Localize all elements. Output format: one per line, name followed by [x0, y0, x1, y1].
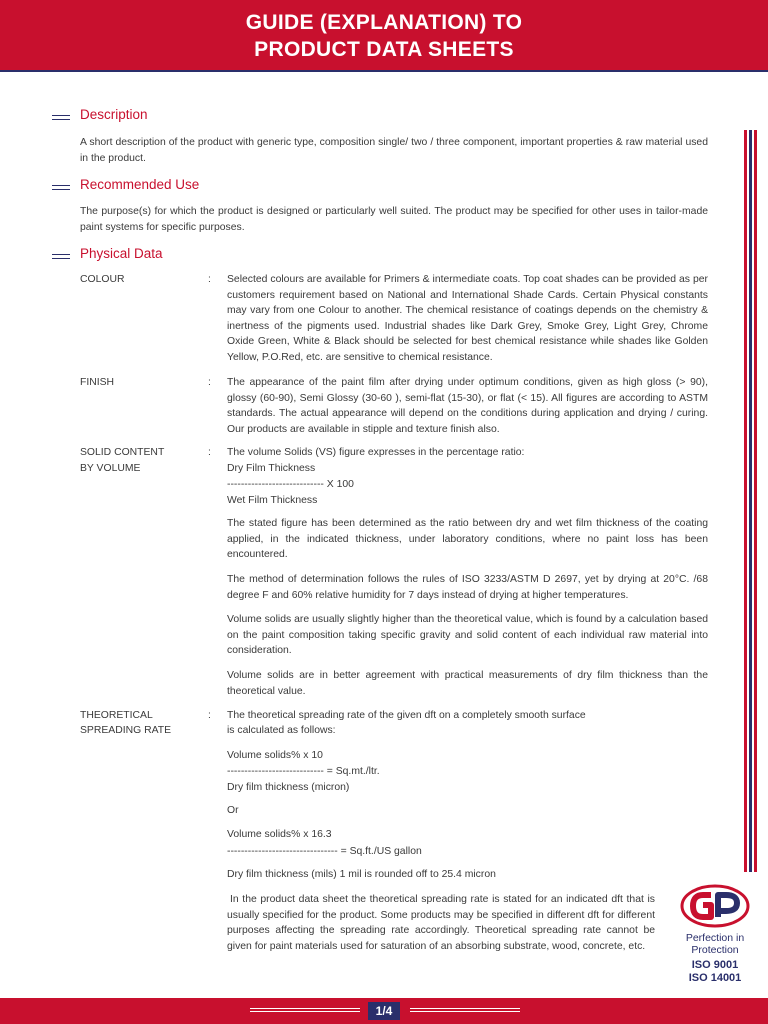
colour-body: Selected colours are available for Primers & intermediate coats. Top coat shades can be provided as per customers requirement based on National and International Shade Cards. Certain Physical constants may vary from one Colour to another. The chemical resistance of coatings depends on the chemistry & inertness of the pigments used. Industrial shades like Dark Grey, Smoke Grey, Light Grey, Chrome Oxide Green, White & Black should be selected for best chemical resistance while shades like Golden Yellow, P.O.Red, etc. are sensitive to chemical resistance.: [227, 274, 708, 363]
section-title-physical-data: Physical Data: [80, 246, 163, 261]
section-marker: [52, 254, 70, 259]
finish-label: FINISH: [80, 377, 115, 388]
section-marker: [52, 185, 70, 190]
solid-content-fraction-line: ---------------------------- X 100: [227, 479, 354, 490]
solid-content-para-3: Volume solids are usually slightly higher than the theoretical value, which is found by a calculation based on the paint composition taking specific gravity and solid content of each individual raw material into consideration.: [227, 614, 708, 656]
gp-logo-icon: [680, 884, 750, 928]
solid-content-intro: The volume Solids (VS) figure expresses in the percentage ratio:: [227, 447, 525, 458]
stripe-navy: [749, 130, 752, 872]
solid-content-label-line-2: BY VOLUME: [80, 463, 141, 474]
colon: :: [208, 377, 211, 388]
recommended-use-body: The purpose(s) for which the product is designed or particularly well suited. The product may be specified for other uses in tailor-made paint systems for specific purposes.: [80, 206, 708, 233]
colour-label: COLOUR: [80, 274, 125, 285]
footer-rule-right: [410, 1008, 520, 1012]
spreading-rate-intro-line-1: The theoretical spreading rate of the given dft on a completely smooth surface: [227, 710, 586, 721]
formula-2-numerator: Volume solids% x 16.3: [227, 829, 332, 840]
decorative-stripes: [744, 130, 758, 872]
formula-1-numerator: Volume solids% x 10: [227, 750, 323, 761]
solid-content-para-1: The stated figure has been determined as the ratio between dry and wet film thickness of the coating applied, in the indicated thickness, under laboratory conditions, where no paint loss has been encountered.: [227, 518, 708, 560]
spreading-rate-label-line-2: SPREADING RATE: [80, 725, 172, 736]
page-header: [0, 0, 768, 72]
colon: :: [208, 447, 211, 458]
colon: :: [208, 274, 211, 285]
page-footer: [0, 998, 768, 1024]
footer-rule-left: [250, 1008, 360, 1012]
solid-content-denominator: Wet Film Thickness: [227, 495, 318, 506]
solid-content-para-2: The method of determination follows the rules of ISO 3233/ASTM D 2697, yet by drying at 20°C. /68 degree F and 60% relative humidity for 7 days instead of drying at higher temperatures.: [227, 574, 708, 601]
logo-tagline-line-2: Protection: [691, 944, 739, 956]
stripe-red: [744, 130, 747, 872]
iso-9001-badge: ISO 9001: [691, 959, 739, 971]
page-number: 1/4: [368, 1002, 400, 1020]
solid-content-para-4: Volume solids are in better agreement with practical measurements of dry film thickness than the theoretical value.: [227, 670, 708, 697]
mil-conversion-note: Dry film thickness (mils) 1 mil is rounded off to 25.4 micron: [227, 869, 496, 880]
description-body: A short description of the product with generic type, composition single/ two / three component, important properties & raw material used in the product.: [80, 137, 708, 164]
company-logo: [672, 884, 758, 988]
spreading-rate-final-para: In the product data sheet the theoretical spreading rate is stated for an indicated dft that is usually specified for the product. Some products may be specified in different dft for different purposes affecting the spreading rate accordingly. Theoretical spreading rate cannot be given for paint materials used for saturation of an absorbing substrate, wood, concrete, etc.: [227, 894, 655, 952]
formula-2-line: -------------------------------- = Sq.ft./US gallon: [227, 846, 422, 857]
solid-content-numerator: Dry Film Thickness: [227, 463, 316, 474]
page-title: [0, 9, 768, 63]
section-marker: [52, 115, 70, 120]
formula-1-line: ---------------------------- = Sq.mt./ltr.: [227, 766, 380, 777]
page-title-line-1: GUIDE (EXPLANATION) TO: [245, 11, 523, 34]
section-title-description: Description: [80, 107, 148, 122]
formula-1-denominator: Dry film thickness (micron): [227, 782, 350, 793]
section-title-recommended-use: Recommended Use: [80, 177, 200, 192]
finish-body: The appearance of the paint film after drying under optimum conditions, given as high gloss (> 90), glossy (60-90), Semi Glossy (30-60 ), semi-flat (15-30), or flat (< 15). All figures are according to ASTM standards. The actual appearance will depend on the conditions during application and drying / curing. Our products are available in stipple and texture finish also.: [227, 377, 708, 435]
spreading-rate-label-line-1: THEORETICAL: [80, 710, 153, 721]
page-title-line-2: PRODUCT DATA SHEETS: [254, 38, 514, 61]
colon: :: [208, 710, 211, 721]
solid-content-label-line-1: SOLID CONTENT: [80, 447, 165, 458]
formula-or: Or: [227, 805, 239, 816]
iso-14001-badge: ISO 14001: [688, 972, 742, 984]
stripe-red: [754, 130, 757, 872]
logo-tagline-line-1: Perfection in: [685, 932, 745, 944]
spreading-rate-intro-line-2: is calculated as follows:: [227, 725, 336, 736]
